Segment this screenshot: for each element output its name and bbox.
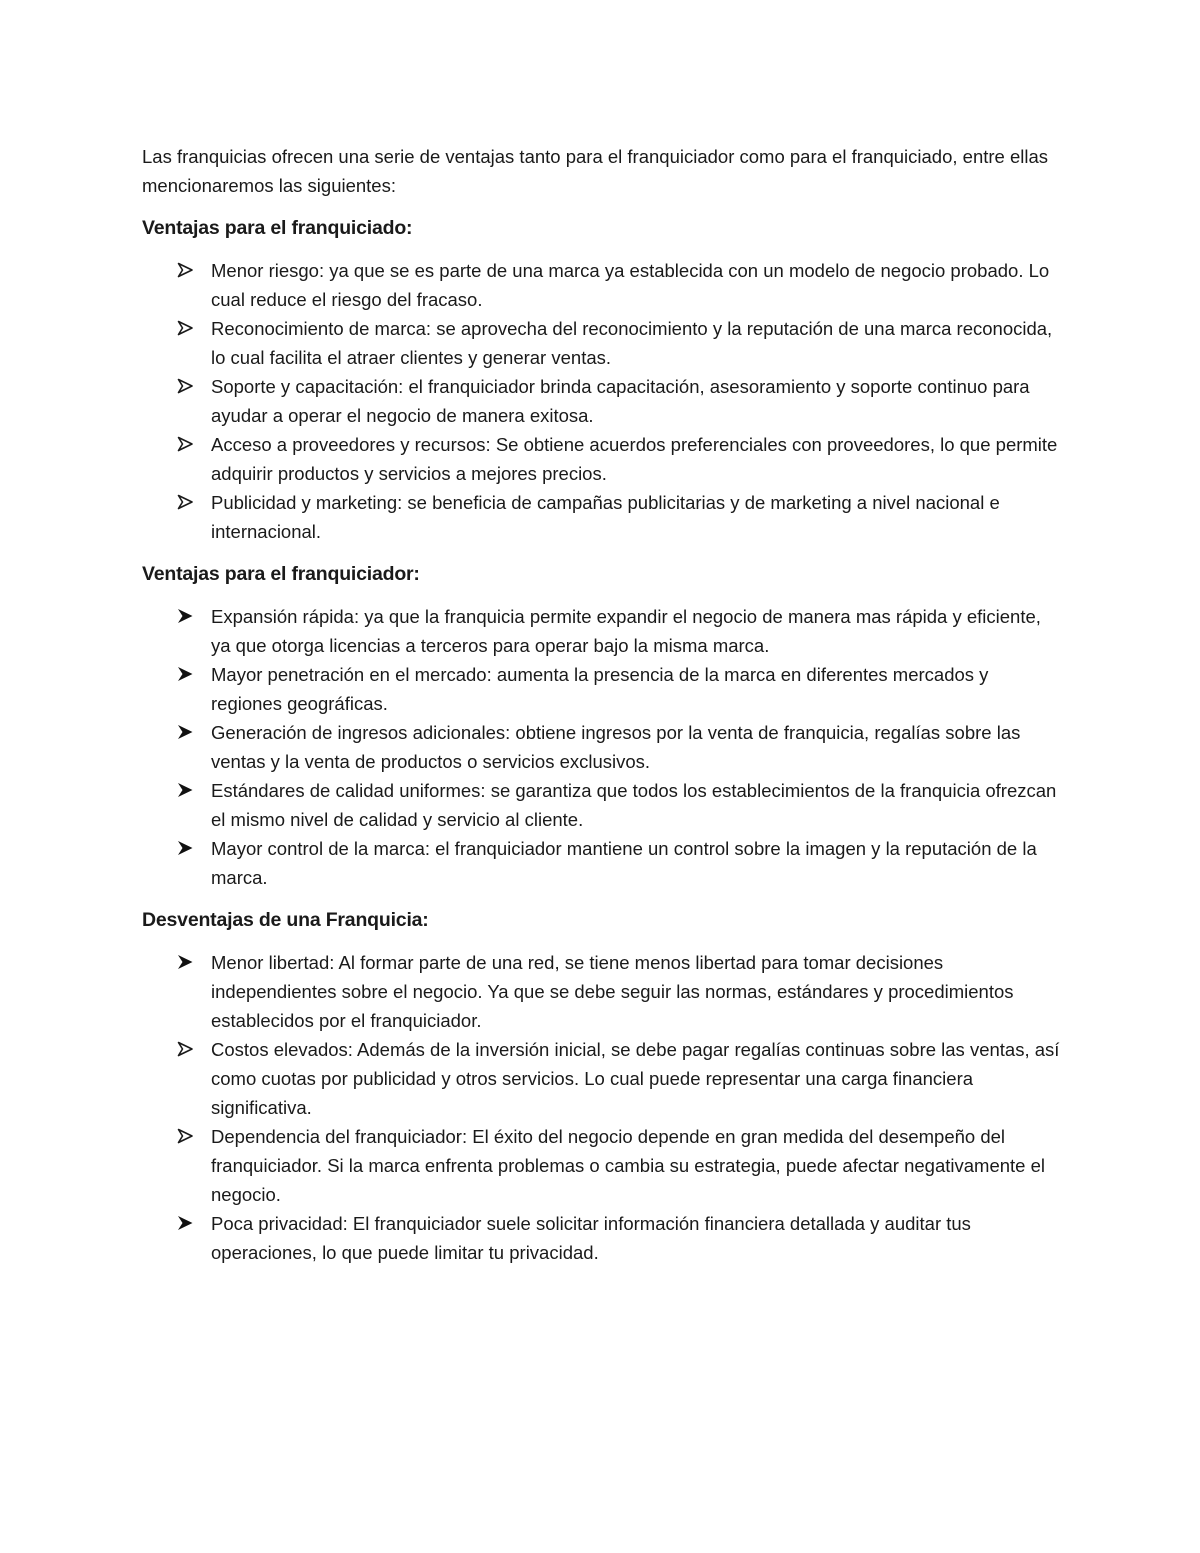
list-item-text: Generación de ingresos adicionales: obtiene ingresos por la venta de franquicia, regalías sobre las ventas y la venta de productos o servicios exclusivos. [211, 722, 1021, 772]
outline-arrow-bullet-icon [176, 435, 194, 453]
list-item-text: Estándares de calidad uniformes: se garantiza que todos los establecimientos de la franquicia ofrezcan el mismo nivel de calidad y servicio al cliente. [211, 780, 1057, 830]
solid-arrow-bullet-icon [176, 723, 194, 741]
solid-arrow-bullet-icon [176, 781, 194, 799]
list-item [142, 776, 1062, 834]
list-item [142, 256, 1062, 314]
list-item-text: Acceso a proveedores y recursos: Se obtiene acuerdos preferenciales con proveedores, lo que permite adquirir productos y servicios a mejores precios. [211, 434, 1058, 484]
list-item [142, 430, 1062, 488]
list-item-text: Expansión rápida: ya que la franquicia permite expandir el negocio de manera mas rápida y eficiente, ya que otorga licencias a terceros para operar bajo la misma marca. [211, 606, 1041, 656]
intro-paragraph: Las franquicias ofrecen una serie de ventajas tanto para el franquiciador como para el franquiciado, entre ellas mencionaremos las siguientes: [142, 146, 1049, 196]
document-page [142, 142, 1062, 1281]
solid-arrow-bullet-icon [176, 1214, 194, 1232]
solid-arrow-bullet-icon [176, 953, 194, 971]
heading-ventajas-franquiciado: Ventajas para el franquiciado: [142, 217, 413, 239]
outline-arrow-bullet-icon [176, 319, 194, 337]
list-item [142, 1209, 1062, 1267]
list-item-text: Mayor penetración en el mercado: aumenta la presencia de la marca en diferentes mercados y regiones geográficas. [211, 664, 989, 714]
list-item-text: Dependencia del franquiciador: El éxito del negocio depende en gran medida del desempeño del franquiciador. Si la marca enfrenta problemas o cambia su estrategia, puede afectar negativamente el negocio. [211, 1126, 1046, 1205]
outline-arrow-bullet-icon [176, 493, 194, 511]
list-item-text: Mayor control de la marca: el franquiciador mantiene un control sobre la imagen y la reputación de la marca. [211, 838, 1037, 888]
outline-arrow-bullet-icon [176, 1127, 194, 1145]
list-item [142, 372, 1062, 430]
list-item [142, 1035, 1062, 1122]
list-item-text: Reconocimiento de marca: se aprovecha del reconocimiento y la reputación de una marca reconocida, lo cual facilita el atraer clientes y generar ventas. [211, 318, 1053, 368]
solid-arrow-bullet-icon [176, 665, 194, 683]
list-item [142, 1122, 1062, 1209]
list-ventajas-franquiciador [142, 602, 1062, 892]
solid-arrow-bullet-icon [176, 839, 194, 857]
list-item [142, 314, 1062, 372]
outline-arrow-bullet-icon [176, 377, 194, 395]
list-item-text: Menor riesgo: ya que se es parte de una marca ya establecida con un modelo de negocio probado. Lo cual reduce el riesgo del fracaso. [211, 260, 1050, 310]
outline-arrow-bullet-icon [176, 261, 194, 279]
list-item [142, 834, 1062, 892]
outline-arrow-bullet-icon [176, 1040, 194, 1058]
solid-arrow-bullet-icon [176, 607, 194, 625]
list-item-text: Poca privacidad: El franquiciador suele solicitar información financiera detallada y auditar tus operaciones, lo que puede limitar tu privacidad. [211, 1213, 971, 1263]
list-desventajas-franquicia [142, 948, 1062, 1267]
list-item [142, 718, 1062, 776]
list-item [142, 948, 1062, 1035]
heading-ventajas-franquiciador: Ventajas para el franquiciador: [142, 563, 420, 585]
heading-desventajas-franquicia: Desventajas de una Franquicia: [142, 909, 429, 931]
list-item [142, 660, 1062, 718]
list-item [142, 602, 1062, 660]
list-item-text: Costos elevados: Además de la inversión inicial, se debe pagar regalías continuas sobre las ventas, así como cuotas por publicidad y otros servicios. Lo cual puede representar una carga financiera significativa. [211, 1039, 1060, 1118]
list-item [142, 488, 1062, 546]
list-ventajas-franquiciado [142, 256, 1062, 546]
list-item-text: Publicidad y marketing: se beneficia de campañas publicitarias y de marketing a nivel nacional e internacional. [211, 492, 1000, 542]
list-item-text: Soporte y capacitación: el franquiciador brinda capacitación, asesoramiento y soporte continuo para ayudar a operar el negocio de manera exitosa. [211, 376, 1030, 426]
list-item-text: Menor libertad: Al formar parte de una red, se tiene menos libertad para tomar decisiones independientes sobre el negocio. Ya que se debe seguir las normas, estándares y procedimientos establecidos por el franquiciador. [211, 952, 1014, 1031]
